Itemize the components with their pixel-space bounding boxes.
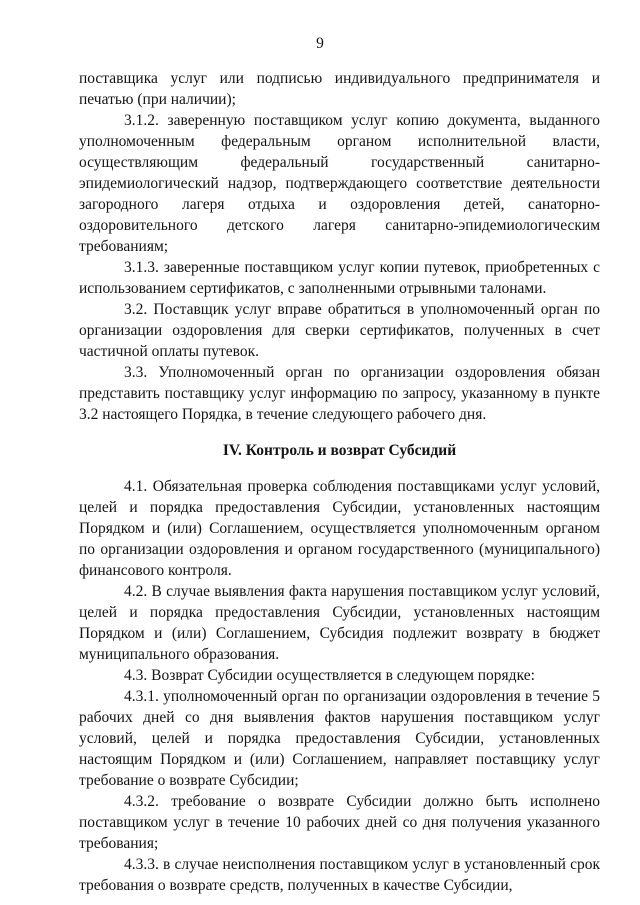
paragraph-3-1-3: 3.1.3. заверенные поставщиком услуг копии путевок, приобретенных с использованием сертификатов, с заполненными отрывными талонами. xyxy=(79,259,600,297)
paragraph-3-2: 3.2. Поставщик услуг вправе обратиться в уполномоченный орган по организации оздоровления для сверки сертификатов, полученных в счет частичной оплаты путевок. xyxy=(79,301,600,360)
paragraph-4-1: 4.1. Обязательная проверка соблюдения поставщиками услуг условий, целей и порядка предоставления Субсидии, установленных настоящим Порядком и (или) Соглашением, осуществляется уполномоченным органом по организации оздоровления и органом государственного (муниципального) финансового контроля. xyxy=(79,478,600,579)
document-body xyxy=(79,68,600,896)
paragraph-3-1-2: 3.1.2. заверенную поставщиком услуг копию документа, выданного уполномоченным федеральным органом исполнительной власти, осуществляющим федеральный государственный санитарно-эпидемиологический надзор, подтверждающего соответствие деятельности загородного лагеря отдыха и оздоровления детей, санаторно-оздоровительного детского лагеря санитарно-эпидемиологическим требованиям; xyxy=(79,112,600,255)
paragraph-4-3-1: 4.3.1. уполномоченный орган по организации оздоровления в течение 5 рабочих дней со дня выявления фактов нарушения поставщиком услуг условий, целей и порядка предоставления Субсидии, установленных настоящим Порядком и (или) Соглашением, направляет поставщику услуг требование о возврате Субсидии; xyxy=(79,688,600,789)
paragraph-continuation: поставщика услуг или подписью индивидуального предпринимателя и печатью (при наличии); xyxy=(79,70,600,108)
paragraph-4-3: 4.3. Возврат Субсидии осуществляется в следующем порядке: xyxy=(124,667,535,684)
section-heading: IV. Контроль и возврат Субсидий xyxy=(222,442,457,459)
page-number: 9 xyxy=(316,35,324,52)
paragraph-4-3-2: 4.3.2. требование о возврате Субсидии должно быть исполнено поставщиком услуг в течение 10 рабочих дней со дня получения указанного требования; xyxy=(79,793,600,852)
paragraph-4-2: 4.2. В случае выявления факта нарушения поставщиком услуг условий, целей и порядка предоставления Субсидии, установленных настоящим Порядком и (или) Соглашением, Субсидия подлежит возврату в бюджет муниципального образования. xyxy=(79,583,600,663)
paragraph-4-3-3: 4.3.3. в случае неисполнения поставщиком услуг в установленный срок требования о возврате средств, полученных в качестве Субсидии, xyxy=(79,856,600,894)
paragraph-3-3: 3.3. Уполномоченный орган по организации оздоровления обязан представить поставщику услуг информацию по запросу, указанному в пункте 3.2 настоящего Порядка, в течение следующего рабочего дня. xyxy=(79,364,600,423)
